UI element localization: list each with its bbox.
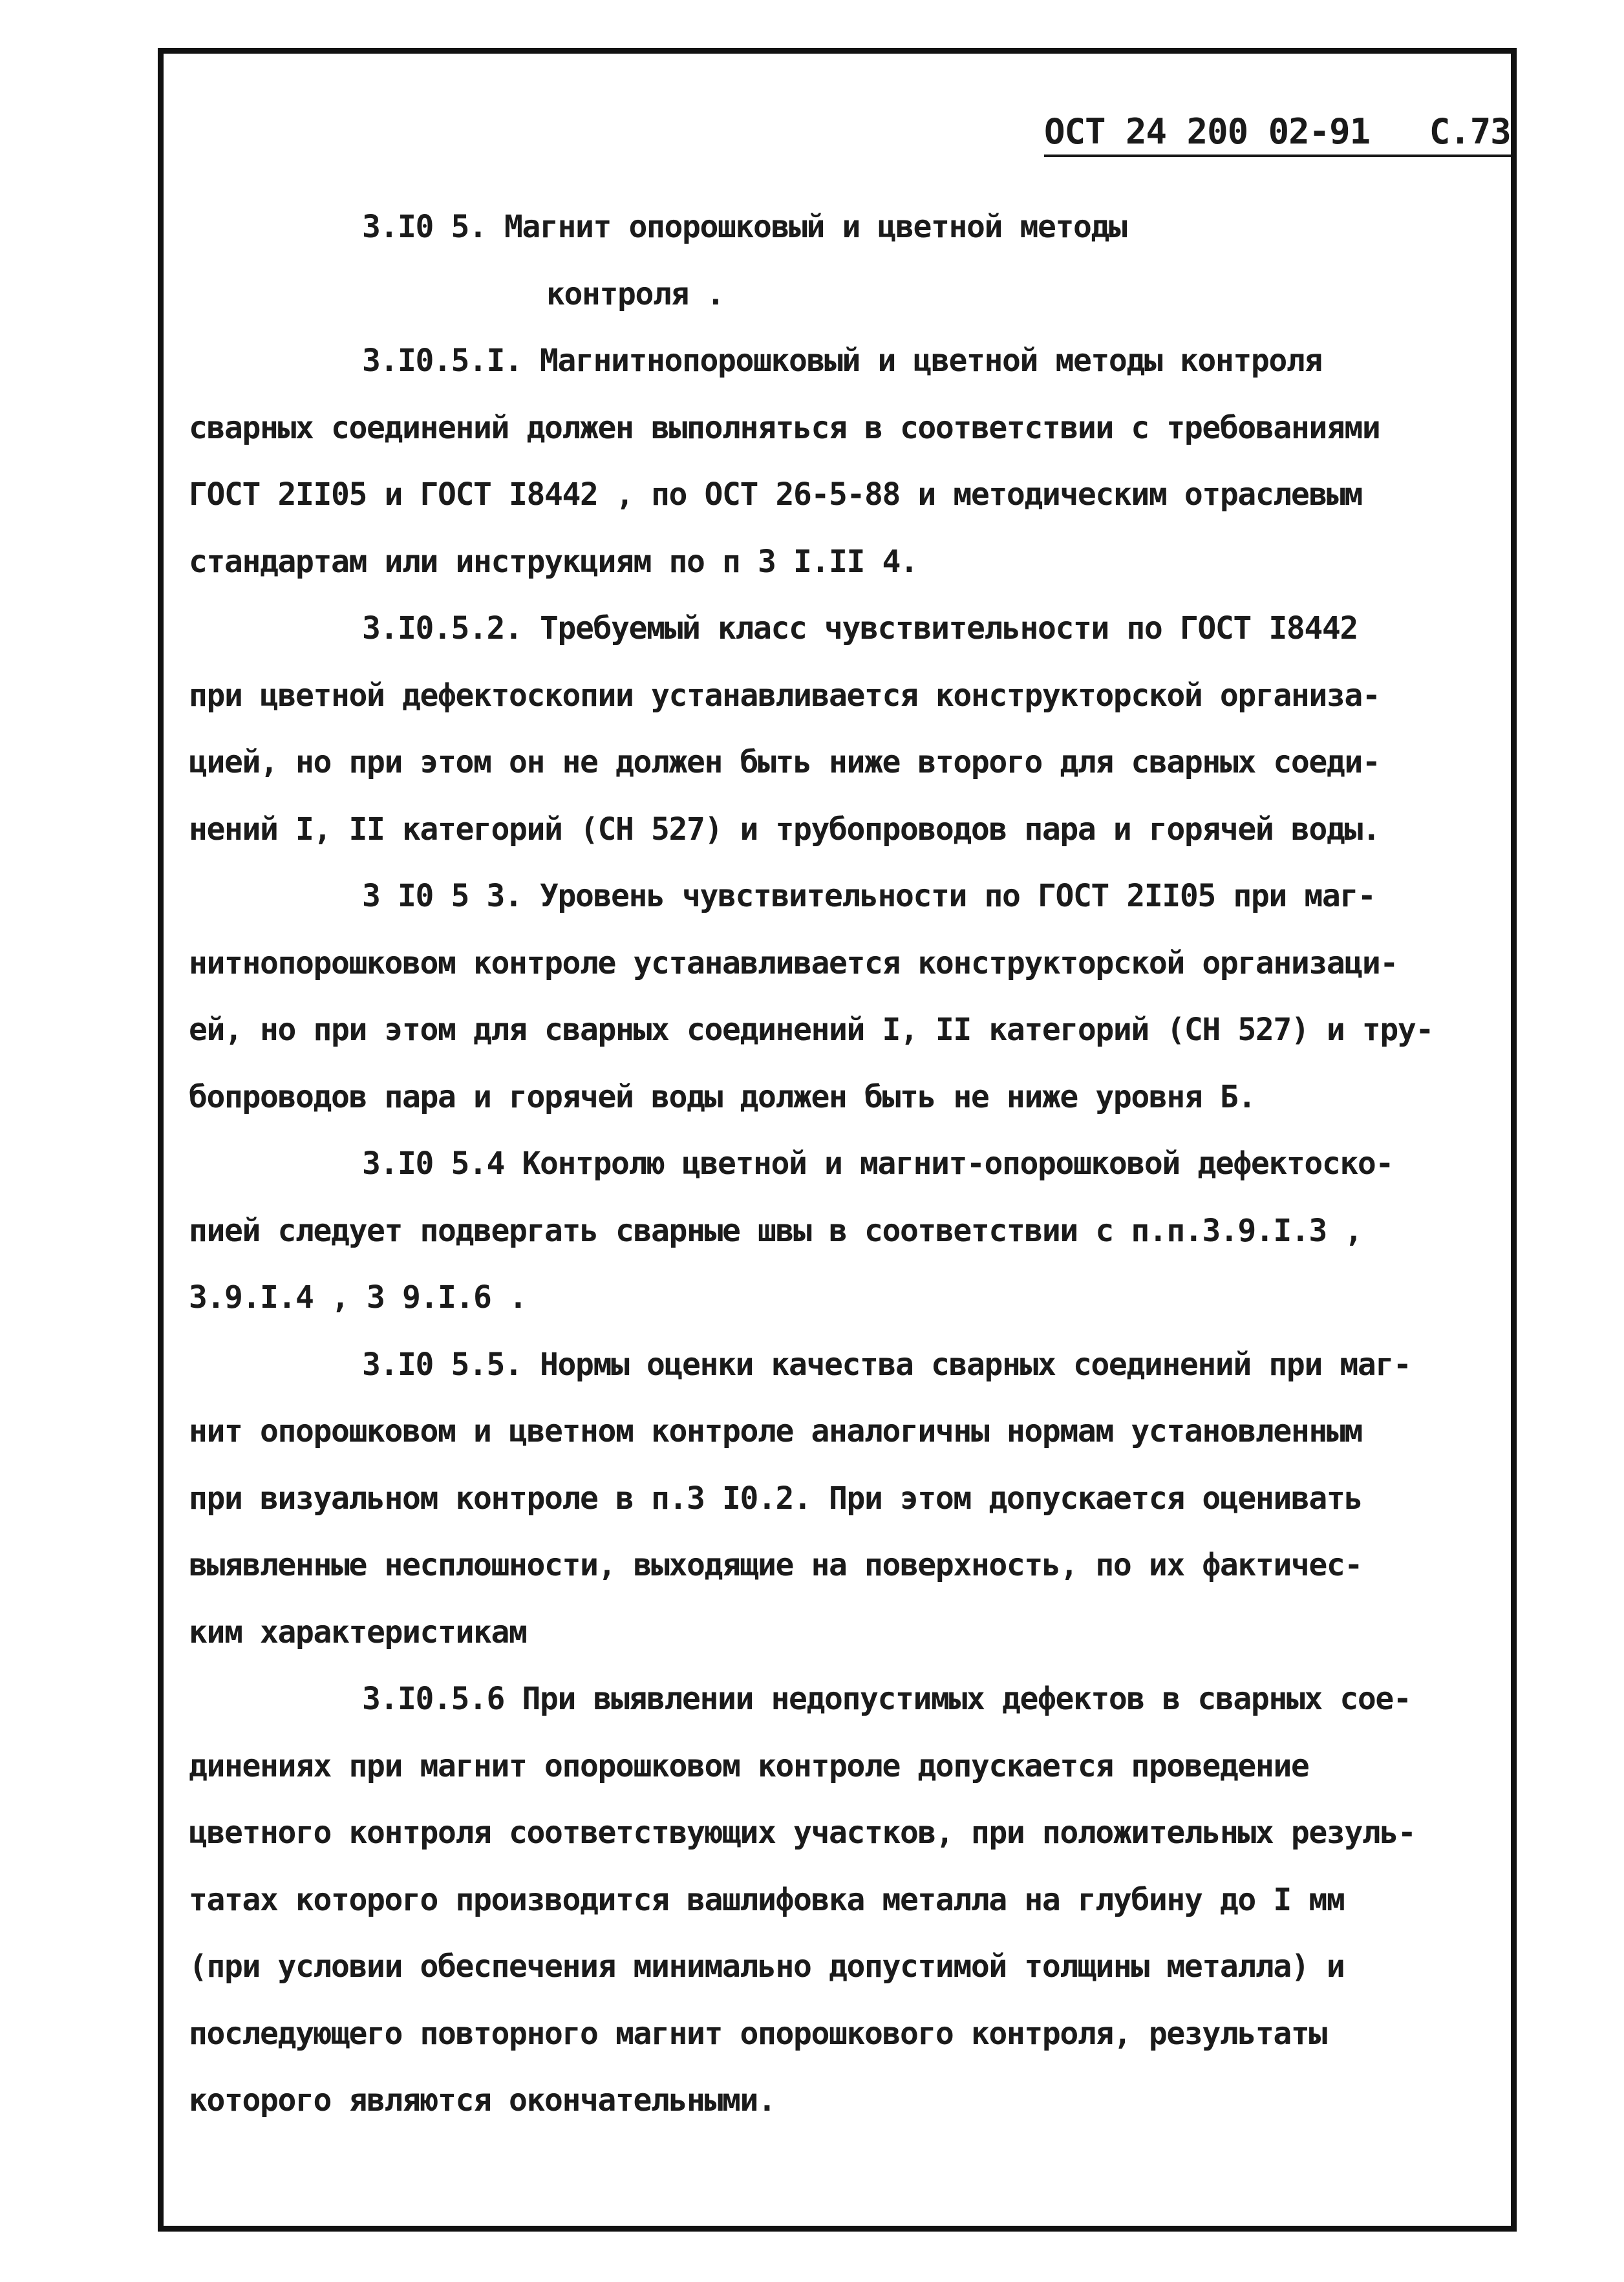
text-line: пией следует подвергать сварные швы в соответствии с п.п.3.9.I.3 ,	[189, 1212, 1362, 1249]
text-line: ей, но при этом для сварных соединений I, II категорий (СН 527) и тру-	[189, 1012, 1433, 1048]
page-header	[1044, 111, 1511, 157]
text-line: цией, но при этом он не должен быть ниже второго для сварных соеди-	[189, 744, 1380, 780]
text-line: 3.I0 5.5. Нормы оценки качества сварных соединений при маг-	[362, 1346, 1411, 1383]
text-line: при визуальном контроле в п.3 I0.2. При этом допускается оценивать	[189, 1480, 1362, 1517]
text-line: ким характеристикам	[189, 1614, 527, 1650]
text-line: выявленные несплошности, выходящие на поверхность, по их фактичес-	[189, 1547, 1362, 1583]
text-line: 3 I0 5 3. Уровень чувствительности по ГОСТ 2II05 при маг-	[362, 878, 1376, 914]
text-line: цветного контроля соответствующих участков, при положительных резуль-	[189, 1815, 1416, 1851]
text-line: последующего повторного магнит опорошкового контроля, результаты	[189, 2015, 1327, 2052]
document-body	[189, 194, 1508, 2135]
text-line: нитнопорошковом контроле устанавливается конструкторской организаци-	[189, 944, 1398, 981]
text-line: 3.I0.5.I. Магнитнопорошковый и цветной методы контроля	[362, 343, 1322, 379]
text-line: (при условии обеспечения минимально допустимой толщины металла) и	[189, 1948, 1345, 1985]
text-line: 3.I0 5.4 Контролю цветной и магнит-опорошковой дефектоско-	[362, 1146, 1393, 1182]
text-line: ГОСТ 2II05 и ГОСТ I8442 , по ОСТ 26-5-88 и методическим отраслевым	[189, 476, 1362, 513]
text-line: нит опорошковом и цветном контроле аналогичны нормам установленным	[189, 1413, 1362, 1449]
text-line: сварных соединений должен выполняться в соответствии с требованиями	[189, 409, 1380, 446]
text-line: 3.I0.5.2. Требуемый класс чувствительности по ГОСТ I8442	[362, 610, 1358, 646]
text-line: которого являются окончательными.	[189, 2082, 776, 2118]
section-heading-cont: контроля .	[546, 275, 724, 312]
section-heading: 3.I0 5. Магнит опорошковый и цветной методы	[362, 209, 1127, 245]
text-line: 3.9.I.4 , 3 9.I.6 .	[189, 1279, 527, 1316]
text-line: стандартам или инструкциям по п 3 I.II 4.	[189, 543, 918, 580]
text-line: динениях при магнит опорошковом контроле допускается проведение	[189, 1747, 1309, 1784]
text-line: бопроводов пара и горячей воды должен быть не ниже уровня Б.	[189, 1078, 1255, 1115]
document-code: ОСТ 24 200 02-91	[1044, 111, 1371, 152]
page-number: С.73	[1429, 111, 1511, 152]
text-line: 3.I0.5.6 При выявлении недопустимых дефектов в сварных сое-	[362, 1681, 1411, 1717]
text-line: при цветной дефектоскопии устанавливается конструкторской организа-	[189, 677, 1380, 714]
text-line: татах которого производится вашлифовка металла на глубину до I мм	[189, 1881, 1345, 1918]
text-line: нений I, II категорий (СН 527) и трубопроводов пара и горячей воды.	[189, 811, 1380, 848]
